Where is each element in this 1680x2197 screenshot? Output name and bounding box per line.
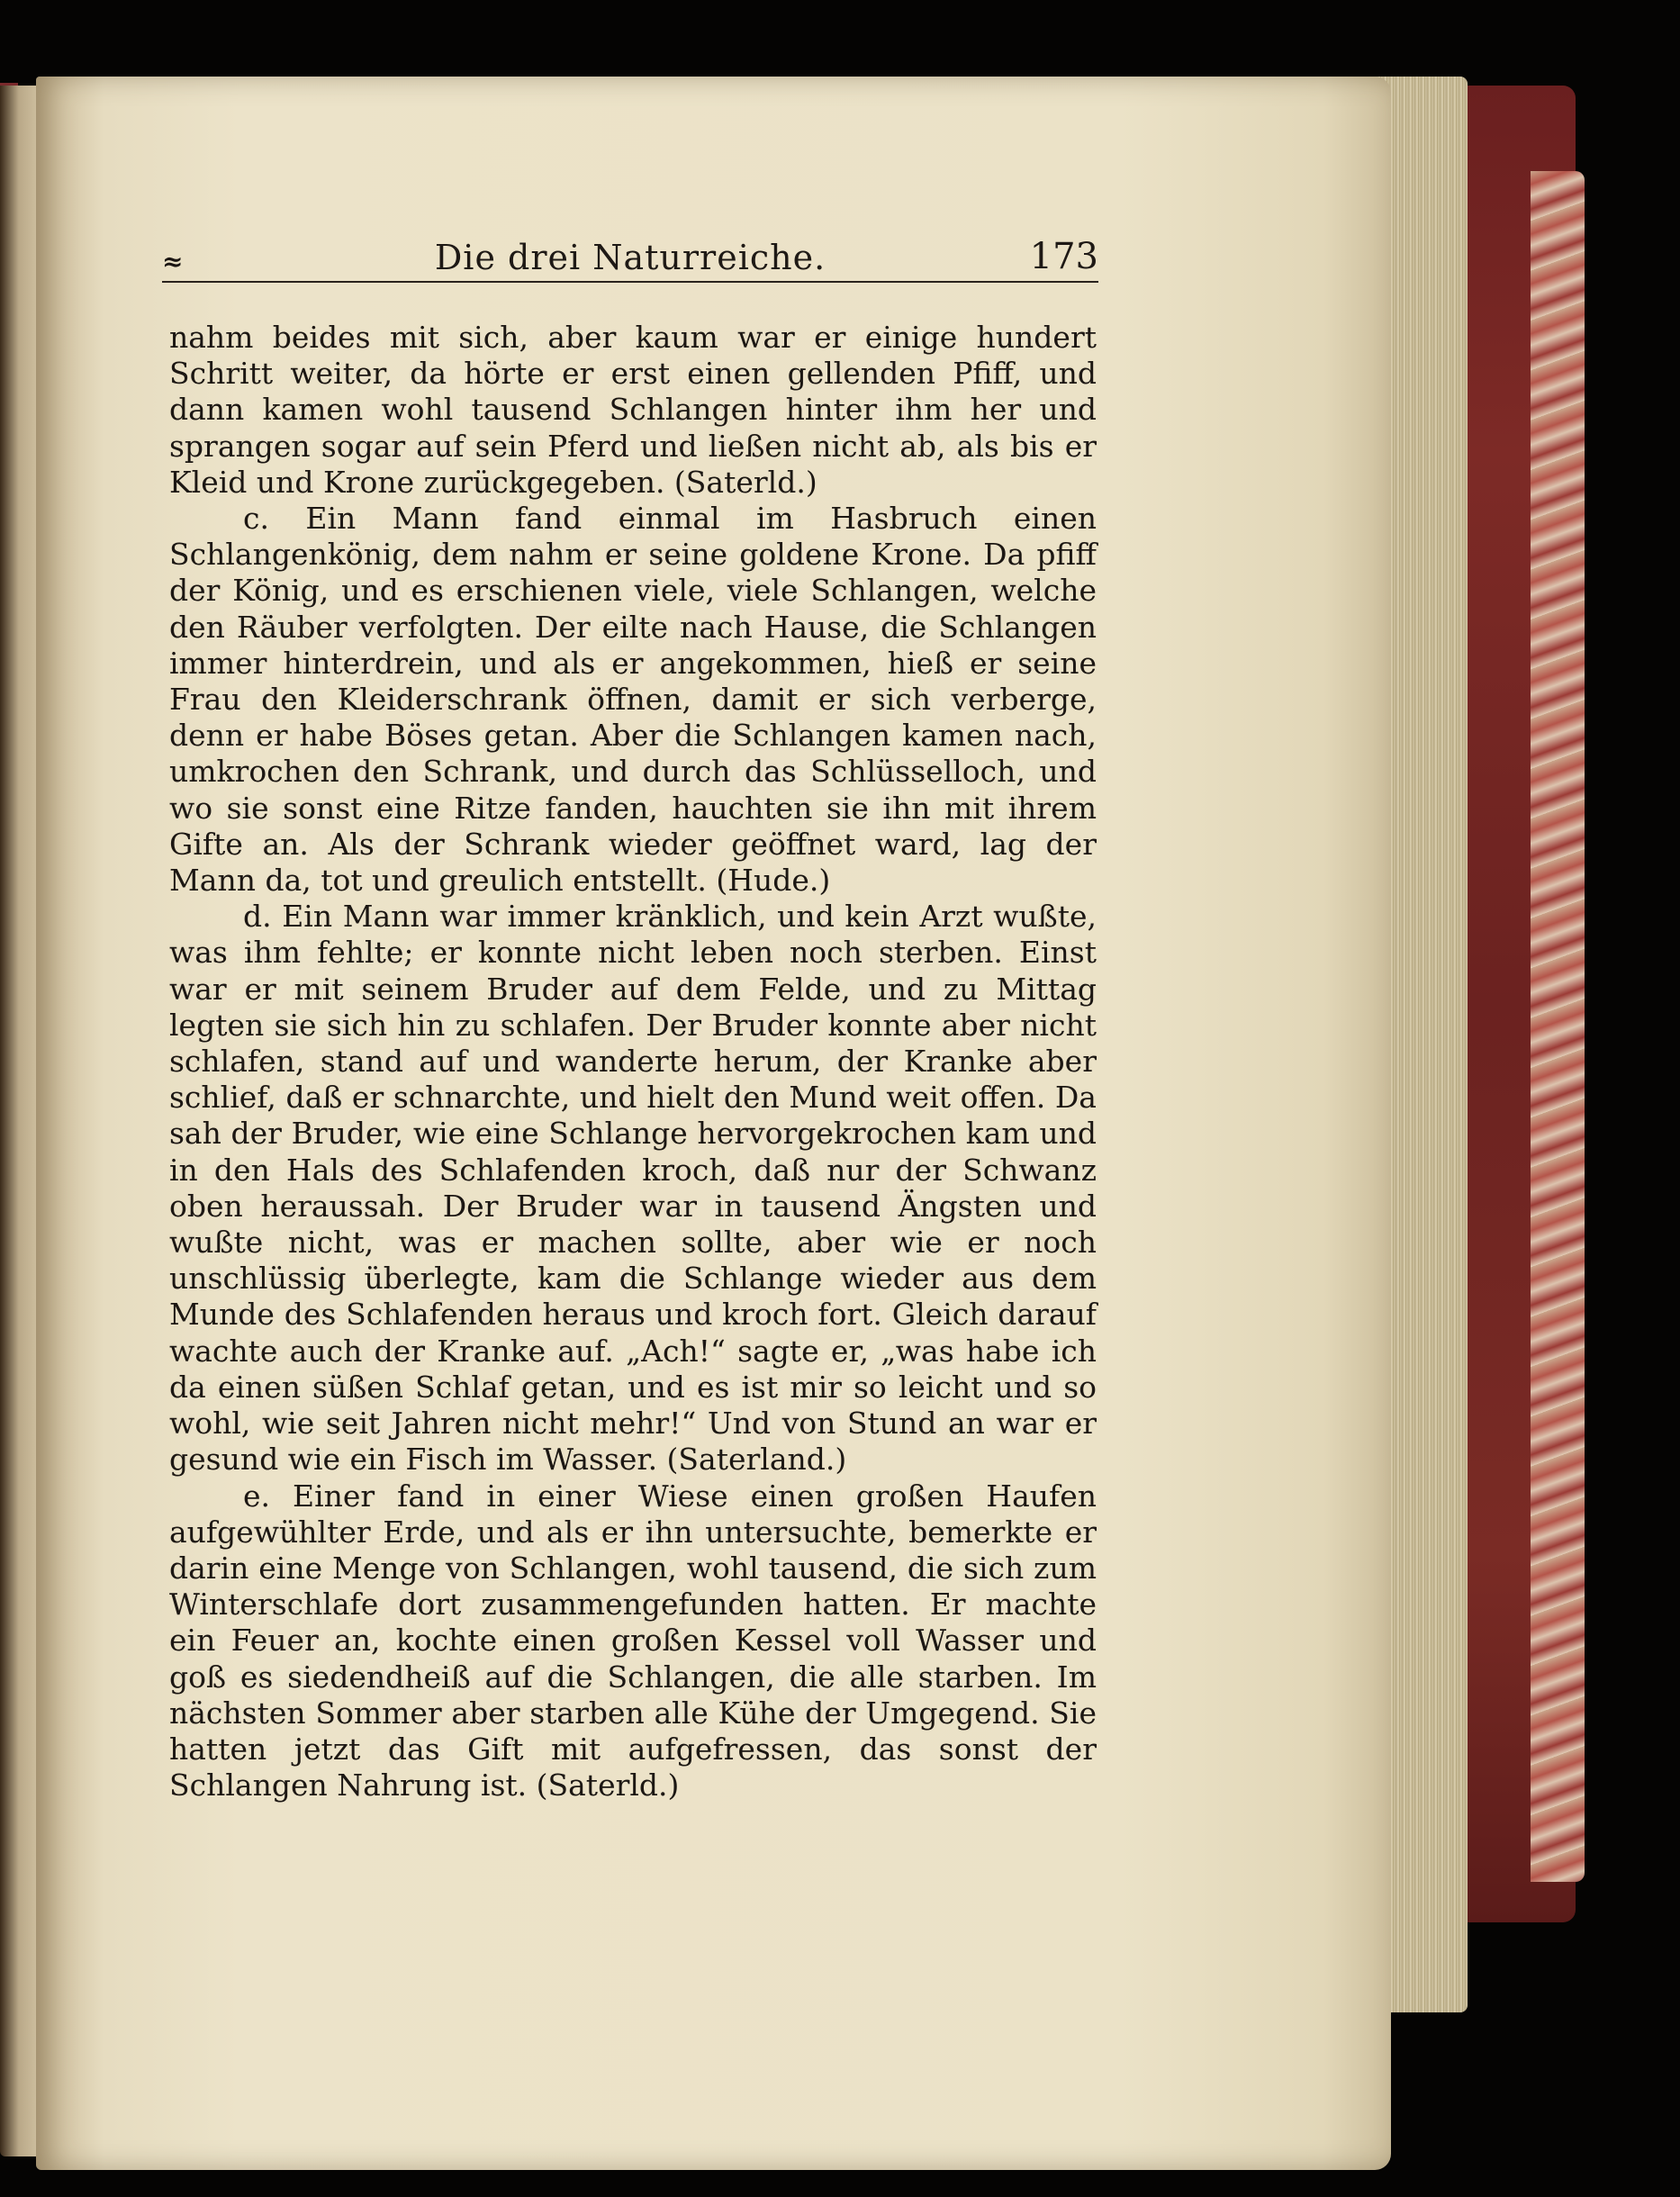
paragraph-c: c. Ein Mann fand einmal im Hasbruch einen Schlangenkönig, dem nahm er seine goldene Krone. Da pfiff der König, und es erschienen viele, viele Schlangen, welche den Räuber verfolgten. Der eilte nach Hause, die Schlangen immer hinterdrein, und als er angekommen, hieß er seine Frau den Kleiderschrank öffnen, damit er sich verberge, denn er habe Böses getan. Aber die Schlangen kamen nach, umkrochen den Schrank, und durch das Schlüsselloch, und wo sie sonst eine Ritze fanden, hauchten sie ihn mit ihrem Gifte an. Als der Schrank wieder geöffnet ward, lag der Mann da, tot und greulich entstellt. (Hude.) bbox=[169, 501, 1097, 899]
paragraph-d: d. Ein Mann war immer kränklich, und kein Arzt wußte, was ihm fehlte; er konnte nicht leben noch sterben. Einst war er mit seinem Bruder auf dem Felde, und zu Mittag legten sie sich hin zu schlafen. Der Bruder konnte aber nicht schlafen, stand auf und wanderte herum, der Kranke aber schlief, daß er schnarchte, und hielt den Mund weit offen. Da sah der Bruder, wie eine Schlange hervorgekrochen kam und in den Hals des Schlafenden kroch, daß nur der Schwanz oben heraussah. Der Bruder war in tausend Ängsten und wußte nicht, was er machen sollte, aber wie er noch unschlüssig überlegte, kam die Schlange wieder aus dem Munde des Schlafenden heraus und kroch fort. Gleich darauf wachte auch der Kranke auf. „Ach!“ sagte er, „was habe ich da einen süßen Schlaf getan, und es ist mir so leicht und so wohl, wie seit Jahren nicht mehr!“ Und von Stund an war er gesund wie ein Fisch im Wasser. (Saterland.) bbox=[169, 899, 1097, 1478]
page-header bbox=[162, 236, 1098, 281]
marbled-page-edges bbox=[1531, 171, 1585, 1882]
paragraph-continuation: nahm beides mit sich, aber kaum war er einige hundert Schritt weiter, da hörte er erst einen gellenden Pfiff, und dann kamen wohl tausend Schlangen hinter ihm her und sprangen sogar auf sein Pferd und ließen nicht ab, als bis er Kleid und Krone zurückgegeben. (Saterld.) bbox=[169, 320, 1097, 500]
paragraph-e: e. Einer fand in einer Wiese einen großen Haufen aufgewühlter Erde, und als er ihn untersuchte, bemerkte er darin eine Menge von Schlangen, wohl tausend, die sich zum Winterschlafe dort zusammengefunden hatten. Er machte ein Feuer an, kochte einen großen Kessel voll Wasser und goß es siedendheiß auf die Schlangen, die alle starben. Im nächsten Sommer aber starben alle Kühe der Umgegend. Sie hatten jetzt das Gift mit aufgefressen, das sonst der Schlangen Nahrung ist. (Saterld.) bbox=[169, 1478, 1097, 1804]
page-number: 173 bbox=[1029, 236, 1098, 277]
header-rule bbox=[162, 281, 1098, 283]
running-title: Die drei Naturreiche. bbox=[434, 238, 826, 277]
page-body bbox=[169, 320, 1097, 1804]
signature-mark: ≈ bbox=[162, 247, 184, 276]
